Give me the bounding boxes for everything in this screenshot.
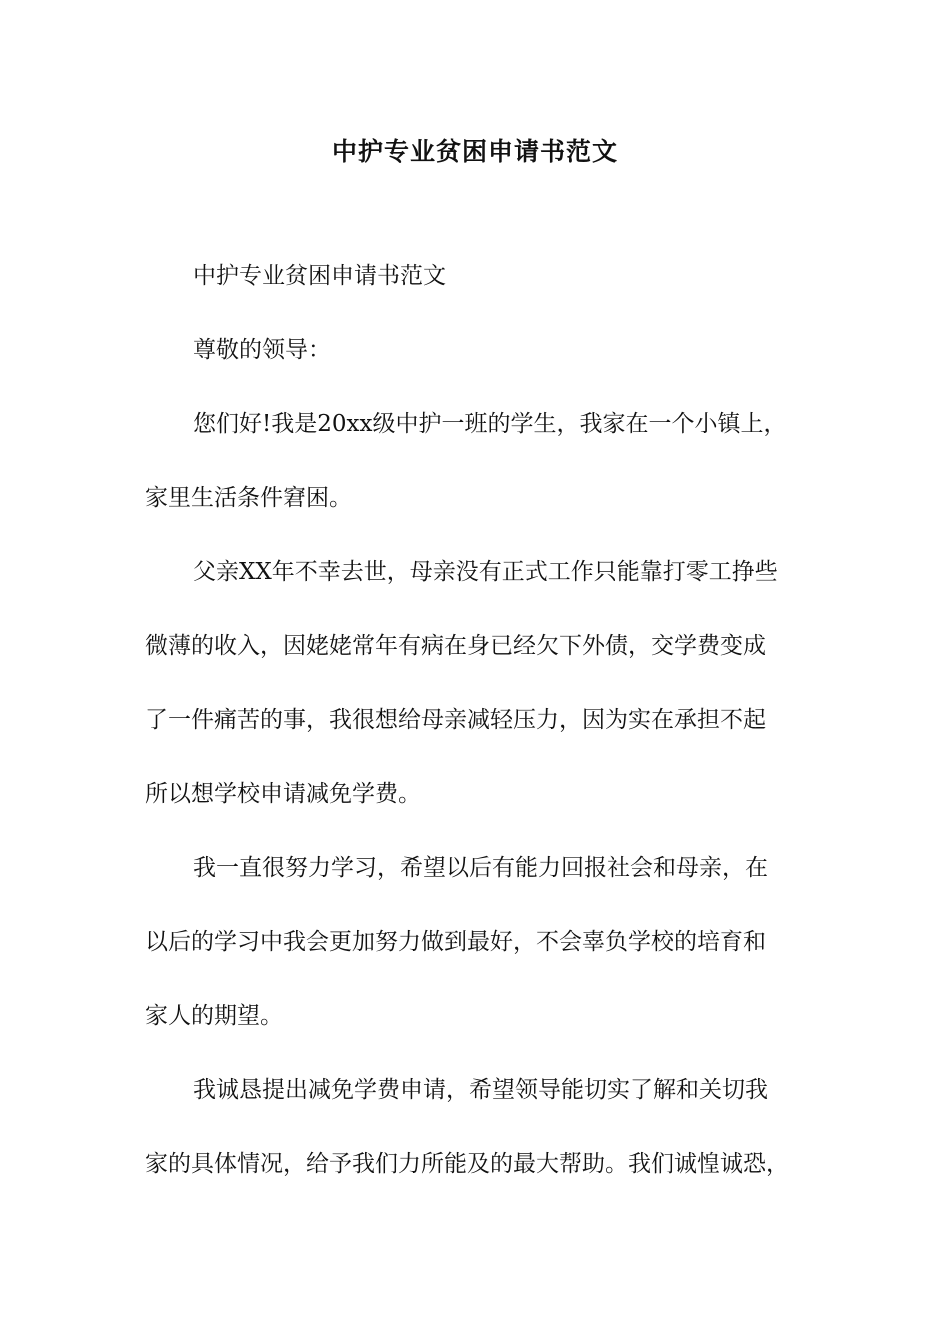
body-line: 我一直很努力学习，希望以后有能力回报社会和母亲，在 (193, 855, 768, 881)
body-line: 父亲XX年不幸去世，母亲没有正式工作只能靠打零工挣些 (193, 559, 778, 585)
body-line: 以后的学习中我会更加努力做到最好，不会辜负学校的培育和 (145, 929, 766, 955)
body-line: 家的具体情况，给予我们力所能及的最大帮助。我们诚惶诚恐， (145, 1151, 789, 1177)
body-line: 中护专业贫困申请书范文 (193, 263, 446, 289)
document-title: 中护专业贫困申请书范文 (331, 137, 618, 166)
body-line: 家里生活条件窘困。 (145, 485, 352, 511)
document-body (145, 255, 835, 1217)
body-line: 所以想学校申请减免学费。 (145, 781, 421, 807)
body-line: 您们好!我是20xx级中护一班的学生，我家在一个小镇上， (193, 411, 787, 437)
body-line: 了一件痛苦的事，我很想给母亲减轻压力，因为实在承担不起 (145, 707, 766, 733)
body-line: 尊敬的领导： (193, 337, 331, 363)
body-line: 我诚恳提出减免学费申请，希望领导能切实了解和关切我 (193, 1077, 768, 1103)
body-line: 家人的期望。 (145, 1003, 283, 1029)
body-line: 微薄的收入，因姥姥常年有病在身已经欠下外债，交学费变成 (145, 633, 766, 659)
